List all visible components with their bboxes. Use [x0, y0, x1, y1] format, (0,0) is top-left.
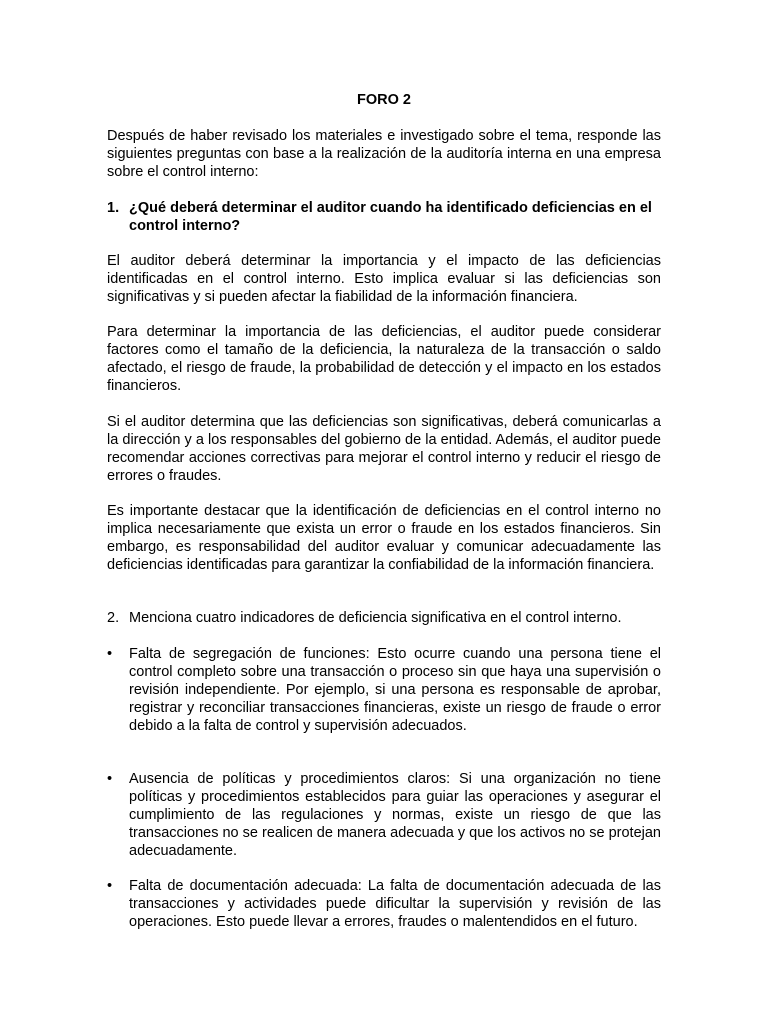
list-item	[107, 770, 661, 860]
answer-1-paragraph-4: Es importante destacar que la identificación de deficiencias en el control interno no implica necesariamente que exista un error o fraude en los estados financieros. Sin embargo, es responsabilidad del auditor evaluar y comunicar adecuadamente las deficiencias identificadas para garantizar la confiabilidad de la información financiera.	[107, 503, 661, 573]
bullet-icon: •	[107, 771, 113, 787]
list-item	[107, 877, 661, 931]
page-title: FORO 2	[357, 92, 411, 108]
question-1	[107, 199, 661, 235]
intro-paragraph: Después de haber revisado los materiales e investigado sobre el tema, responde las siguientes preguntas con base a la realización de la auditoría interna en una empresa sobre el control interno:	[107, 128, 661, 180]
question-1-number: 1.	[107, 200, 120, 216]
question-1-text: ¿Qué deberá determinar el auditor cuando ha identificado deficiencias en el control interno?	[129, 200, 652, 234]
answer-1-paragraph-2: Para determinar la importancia de las deficiencias, el auditor puede considerar factores como el tamaño de la deficiencia, la naturaleza de la transacción o saldo afectado, el riesgo de fraude, la probabilidad de detección y el impacto en los estados financieros.	[107, 324, 661, 394]
answer-1-paragraph-3: Si el auditor determina que las deficiencias son significativas, deberá comunicarlas a la dirección y a los responsables del gobierno de la entidad. Además, el auditor puede recomendar acciones correctivas para mejorar el control interno y reducir el riesgo de errores o fraudes.	[107, 414, 661, 484]
list-item-text: Ausencia de políticas y procedimientos claros: Si una organización no tiene políticas y procedimientos establecidos para guiar las operaciones y asegurar el cumplimiento de las regulaciones y normas, existe un riesgo de que las transacciones no se realicen de manera adecuada y que los activos no se protejan adecuadamente.	[129, 771, 661, 859]
question-2-number: 2.	[107, 610, 120, 626]
answer-1-paragraph-1: El auditor deberá determinar la importancia y el impacto de las deficiencias identificadas en el control interno. Esto implica evaluar si las deficiencias son significativas y si pueden afectar la fiabilidad de la información financiera.	[107, 253, 661, 305]
list-item-text: Falta de segregación de funciones: Esto ocurre cuando una persona tiene el control completo sobre una transacción o proceso sin que haya una supervisión o revisión independiente. Por ejemplo, si una persona es responsable de aprobar, registrar y reconciliar transacciones financieras, existe un riesgo de fraude o error debido a la falta de control y supervisión adecuados.	[129, 646, 661, 734]
question-2	[107, 609, 661, 627]
list-item-text: Falta de documentación adecuada: La falta de documentación adecuada de las transacciones y actividades puede dificultar la supervisión y revisión de las operaciones. Esto puede llevar a errores, fraudes o malentendidos en el futuro.	[129, 878, 661, 930]
bullet-icon: •	[107, 878, 113, 894]
list-item	[107, 645, 661, 735]
question-2-text: Menciona cuatro indicadores de deficiencia significativa en el control interno.	[129, 610, 622, 626]
bullet-icon: •	[107, 646, 113, 662]
